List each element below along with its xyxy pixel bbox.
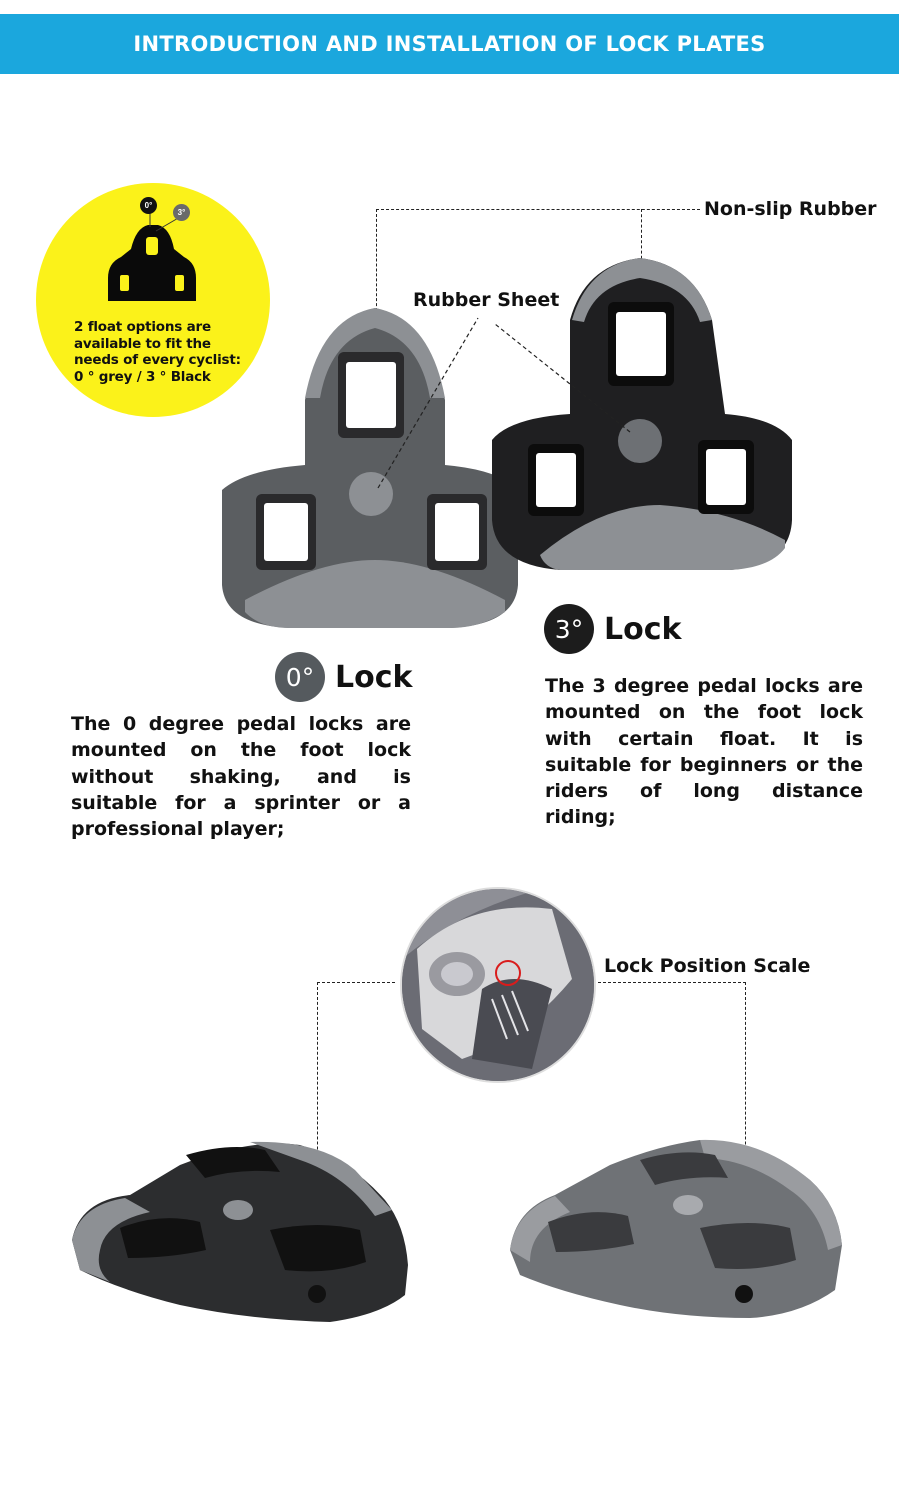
float-options-text: 2 float options are available to fit the needs of every cyclist: 0 ° grey / 3 ° Black <box>74 319 241 385</box>
three-degree-chip: 3° <box>173 204 190 221</box>
zero-degree-description: The 0 degree pedal locks are mounted on the foot lock without shaking, and is suitable for a sprinter or a professional player; <box>71 713 411 841</box>
three-degree-circle: 3° <box>544 604 594 654</box>
banner-title: INTRODUCTION AND INSTALLATION OF LOCK PLATES <box>133 32 766 56</box>
zero-degree-lock-word: Lock <box>335 659 413 695</box>
three-degree-lock-word: Lock <box>604 611 682 647</box>
zero-degree-chip: 0° <box>140 197 157 214</box>
lock-position-scale-label: Lock Position Scale <box>604 955 811 977</box>
zero-degree-circle: 0° <box>275 652 325 702</box>
three-degree-description: The 3 degree pedal locks are mounted on the foot lock with certain float. It is suitable for beginners or the riders of long distance riding; <box>545 675 863 829</box>
rubber-sheet-label: Rubber Sheet <box>413 289 560 311</box>
non-slip-rubber-label: Non-slip Rubber <box>704 198 877 220</box>
